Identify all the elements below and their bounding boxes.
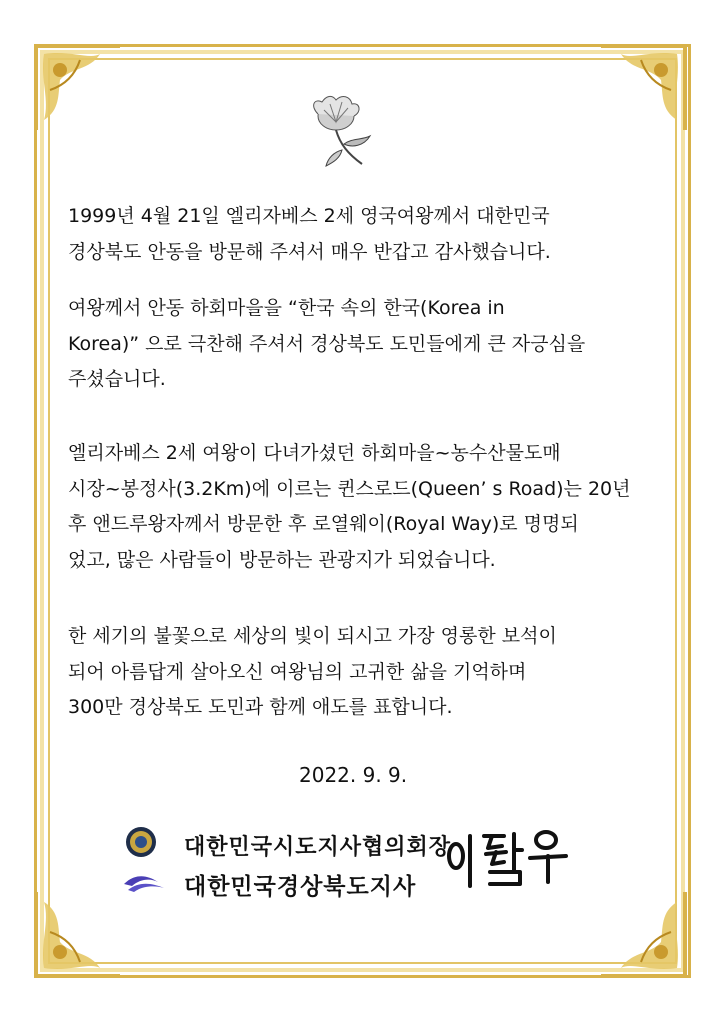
text-line: 300만 경상북도 도민과 함께 애도를 표합니다.	[68, 696, 453, 718]
paragraph-queens-road	[68, 436, 655, 578]
text-line: 되어 아름답게 살아오신 여왕님의 고귀한 삶을 기억하며	[68, 660, 527, 683]
text-line: 여왕께서 안동 하회마을을 “한국 속의 한국(Korea in	[68, 297, 505, 319]
gyeongbuk-emblem-icon	[122, 870, 166, 896]
document-date: 2022. 9. 9.	[299, 763, 408, 787]
paragraph-condolence	[68, 619, 655, 726]
council-emblem-icon	[125, 826, 157, 858]
text-line: 후 앤드루왕자께서 방문한 후 로열웨이(Royal Way)로 명명되	[68, 513, 579, 535]
chrysanthemum-flower-icon	[296, 88, 388, 170]
corner-ornament-icon	[595, 40, 691, 136]
signatory-council-title: 대한민국시도지사협의회장	[184, 835, 452, 860]
text-line: Korea)” 으로 극찬해 주셔서 경상북도 도민들에게 큰 자긍심을	[68, 332, 586, 355]
text-line: 엘리자베스 2세 여왕이 다녀가셨던 하회마을~농수산물도매	[68, 442, 561, 464]
handwritten-signature	[440, 822, 570, 892]
text-line: 1999년 4월 21일 엘리자베스 2세 영국여왕께서 대한민국	[68, 205, 550, 227]
paragraph-visit	[68, 199, 655, 270]
text-line: 주셨습니다.	[68, 368, 166, 390]
corner-ornament-icon	[30, 886, 126, 982]
paragraph-hahoe	[68, 291, 655, 398]
text-line: 시장~봉정사(3.2Km)에 이르는 퀸스로드(Queen’ s Road)는 20년	[68, 477, 631, 500]
corner-ornament-icon	[595, 886, 691, 982]
text-line: 었고, 많은 사람들이 방문하는 관광지가 되었습니다.	[68, 548, 496, 571]
signatory-governor-title: 대한민국경상북도지사	[184, 874, 417, 900]
text-line: 한 세기의 불꽃으로 세상의 빛이 되시고 가장 영롱한 보석이	[68, 625, 557, 647]
corner-ornament-icon	[30, 40, 126, 136]
text-line: 경상북도 안동을 방문해 주셔서 매우 반갑고 감사했습니다.	[68, 240, 551, 263]
